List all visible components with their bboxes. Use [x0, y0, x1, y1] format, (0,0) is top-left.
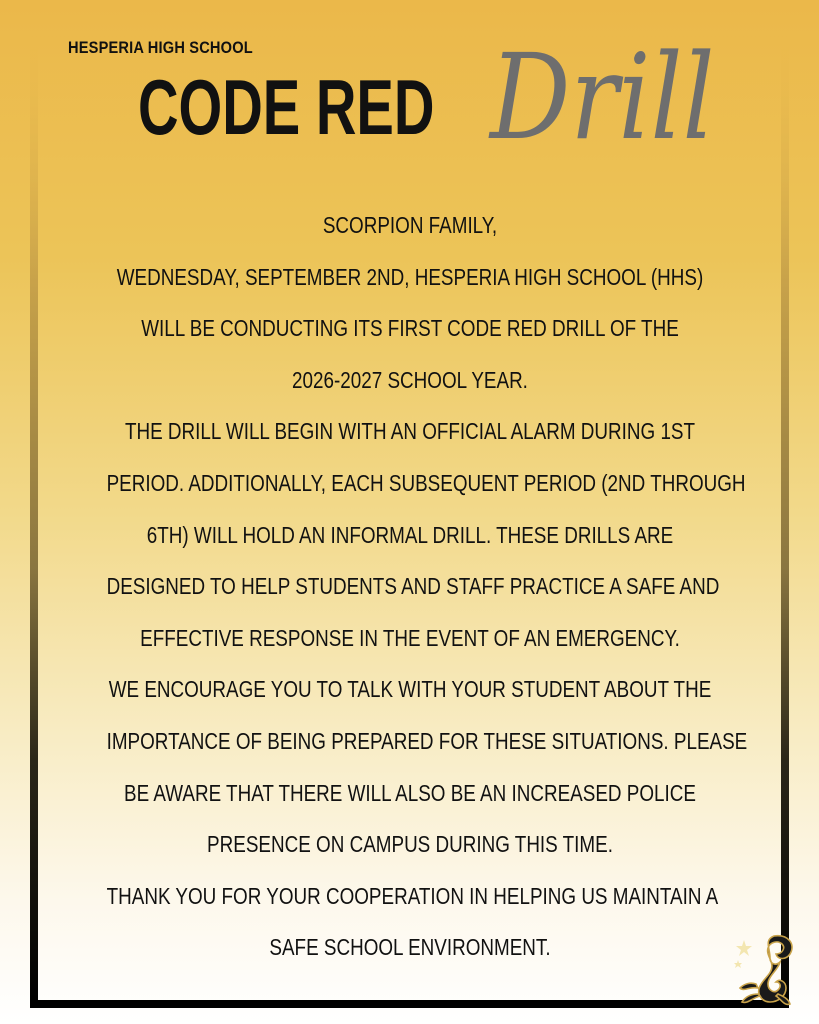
title-script-word: Drill — [490, 28, 715, 166]
body-line: BE AWARE THAT THERE WILL ALSO BE AN INCREASED POLICE — [124, 779, 696, 806]
body-line: THE DRILL WILL BEGIN WITH AN OFFICIAL ALARM DURING 1ST — [124, 418, 696, 445]
body-line: 2026-2027 SCHOOL YEAR. — [292, 366, 528, 393]
scorpion-mascot-icon — [730, 930, 804, 1008]
body-line: IMPORTANCE OF BEING PREPARED FOR THESE SITUATIONS. PLEASE — [106, 727, 748, 754]
body-line: WE ENCOURAGE YOU TO TALK WITH YOUR STUDENT ABOUT THE — [108, 676, 712, 703]
announcement-body — [40, 200, 780, 974]
school-name: HESPERIA HIGH SCHOOL — [68, 38, 253, 57]
body-line: WILL BE CONDUCTING ITS FIRST CODE RED DRILL OF THE — [141, 315, 679, 342]
body-line: PRESENCE ON CAMPUS DURING THIS TIME. — [207, 831, 613, 858]
body-line: PERIOD. ADDITIONALLY, EACH SUBSEQUENT PERIOD (2ND THROUGH — [106, 469, 746, 496]
body-line: WEDNESDAY, SEPTEMBER 2ND, HESPERIA HIGH SCHOOL (HHS) — [116, 263, 704, 290]
body-line: THANK YOU FOR YOUR COOPERATION IN HELPING US MAINTAIN A — [106, 882, 719, 909]
body-line: DESIGNED TO HELP STUDENTS AND STAFF PRACTICE A SAFE AND — [106, 573, 720, 600]
body-line: EFFECTIVE RESPONSE IN THE EVENT OF AN EMERGENCY. — [140, 624, 680, 651]
body-line: SCORPION FAMILY, — [322, 212, 498, 238]
body-line: SAFE SCHOOL ENVIRONMENT. — [269, 934, 551, 961]
page-title: CODE RED — [138, 63, 435, 151]
body-line: 6TH) WILL HOLD AN INFORMAL DRILL. THESE DRILLS ARE — [146, 521, 674, 548]
